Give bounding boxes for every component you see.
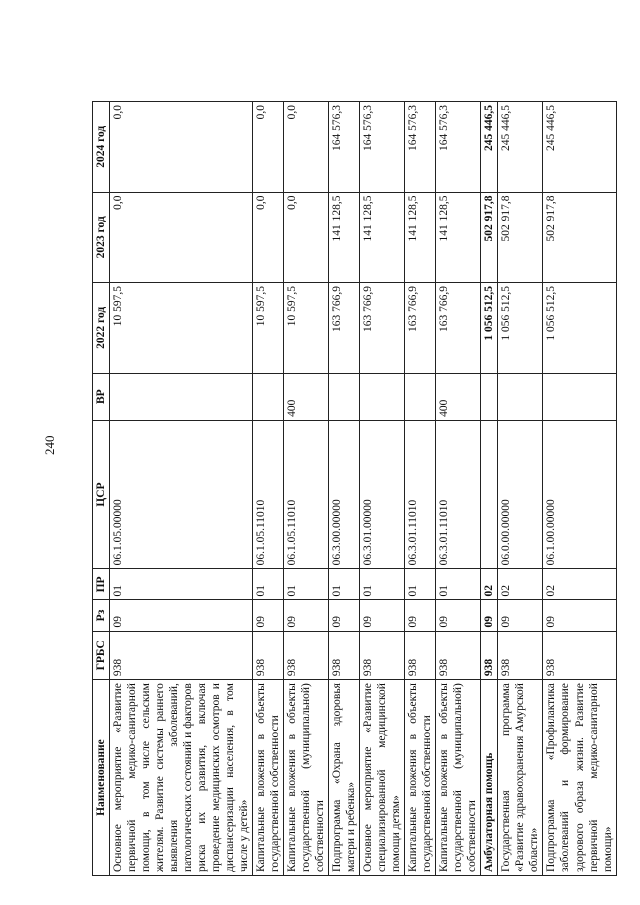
cell-vr: 400 [436,373,481,420]
cell-2022: 163 766,9 [329,283,360,374]
cell-rz: 09 [405,600,436,631]
cell-name: Амбулаторная помощь [481,680,498,876]
cell-2022: 10 597,5 [110,283,253,374]
table-row [436,102,481,876]
cell-csr: 06.3.01.11010 [405,420,436,569]
cell-vr [253,373,284,420]
cell-2023: 0,0 [110,192,253,283]
cell-2024: 164 576,3 [405,102,436,193]
cell-2024: 245 446,5 [543,102,616,193]
header-grbs: ГРБС [93,631,110,680]
cell-pr: 01 [284,569,329,600]
cell-name: Основное мероприятие «Развитие первичной медико-санитарной помощи, в том числе сельским жителям. Развитие системы раннего выявления заболеваний, патологических состояний и факторов риска их развития, включая проведение медицинских осмотров и диспансеризации населения, в том числе у детей» [110,680,253,876]
cell-rz: 09 [543,600,616,631]
cell-grbs: 938 [498,631,543,680]
cell-rz: 09 [436,600,481,631]
rotated-table-container [92,101,637,876]
header-2024: 2024 год [93,102,110,193]
cell-2023: 141 128,5 [405,192,436,283]
cell-csr: 06.1.05.11010 [284,420,329,569]
table-row [329,102,360,876]
cell-grbs: 938 [253,631,284,680]
cell-2022: 1 056 512,5 [481,283,498,374]
cell-pr: 01 [110,569,253,600]
cell-2022: 163 766,9 [360,283,405,374]
cell-2023: 141 128,5 [360,192,405,283]
cell-csr: 06.3.01.11010 [436,420,481,569]
cell-rz: 09 [481,600,498,631]
cell-name: Капитальные вложения в объекты государственной (муниципальной) собственности [436,680,481,876]
cell-csr: 06.1.05.11010 [253,420,284,569]
budget-table [92,101,617,876]
cell-grbs: 938 [110,631,253,680]
cell-2022: 1 056 512,5 [543,283,616,374]
header-2023: 2023 год [93,192,110,283]
header-2022: 2022 год [93,283,110,374]
cell-name: Подпрограмма «Профилактика заболеваний и формирование здорового образа жизни. Развитие первичной медико-санитарной помощи» [543,680,616,876]
table-row [405,102,436,876]
cell-name: Капитальные вложения в объекты государственной собственности [253,680,284,876]
cell-rz: 09 [360,600,405,631]
cell-pr: 01 [360,569,405,600]
cell-2023: 0,0 [253,192,284,283]
table-row [110,102,253,876]
cell-vr [481,373,498,420]
cell-pr: 01 [405,569,436,600]
cell-2022: 1 056 512,5 [498,283,543,374]
cell-name: Основное мероприятие «Развитие специализированной медицинской помощи детям» [360,680,405,876]
cell-pr: 01 [436,569,481,600]
cell-2023: 141 128,5 [436,192,481,283]
cell-vr [498,373,543,420]
cell-2022: 10 597,5 [284,283,329,374]
header-vr: ВР [93,373,110,420]
cell-2022: 10 597,5 [253,283,284,374]
header-rz: Рз [93,600,110,631]
cell-2023: 502 917,8 [498,192,543,283]
cell-rz: 09 [284,600,329,631]
cell-csr [481,420,498,569]
cell-2024: 164 576,3 [436,102,481,193]
table-row [284,102,329,876]
cell-2023: 502 917,8 [481,192,498,283]
cell-pr: 02 [481,569,498,600]
cell-pr: 02 [543,569,616,600]
cell-vr: 400 [284,373,329,420]
table-header-row [93,102,110,876]
table-row [253,102,284,876]
cell-name: Капитальные вложения в объекты государственной собственности [405,680,436,876]
cell-rz: 09 [110,600,253,631]
cell-pr: 02 [498,569,543,600]
cell-name: Государственная программа «Развитие здравоохранения Амурской области» [498,680,543,876]
cell-csr: 06.1.00.00000 [543,420,616,569]
cell-csr: 06.3.01.00000 [360,420,405,569]
cell-2022: 163 766,9 [405,283,436,374]
cell-grbs: 938 [481,631,498,680]
cell-csr: 06.1.05.00000 [110,420,253,569]
table-body [110,102,617,876]
page-number: 240 [42,435,57,455]
cell-grbs: 938 [284,631,329,680]
cell-rz: 09 [253,600,284,631]
cell-2024: 164 576,3 [360,102,405,193]
table-row [543,102,616,876]
cell-2022: 163 766,9 [436,283,481,374]
cell-csr: 06.3.00.00000 [329,420,360,569]
cell-grbs: 938 [405,631,436,680]
cell-name: Подпрограмма «Охрана здоровья матери и ребенка» [329,680,360,876]
cell-2024: 164 576,3 [329,102,360,193]
cell-pr: 01 [329,569,360,600]
cell-2023: 141 128,5 [329,192,360,283]
cell-rz: 09 [498,600,543,631]
cell-vr [543,373,616,420]
cell-2024: 0,0 [253,102,284,193]
cell-grbs: 938 [360,631,405,680]
cell-2023: 0,0 [284,192,329,283]
cell-grbs: 938 [329,631,360,680]
cell-vr [329,373,360,420]
cell-vr [360,373,405,420]
header-name: Наименование [93,680,110,876]
cell-vr [110,373,253,420]
cell-2023: 502 917,8 [543,192,616,283]
cell-2024: 245 446,5 [481,102,498,193]
cell-grbs: 938 [436,631,481,680]
cell-csr: 06.0.00.00000 [498,420,543,569]
cell-2024: 245 446,5 [498,102,543,193]
table-row [498,102,543,876]
cell-2024: 0,0 [284,102,329,193]
cell-2024: 0,0 [110,102,253,193]
cell-name: Капитальные вложения в объекты государственной (муниципальной) собственности [284,680,329,876]
cell-rz: 09 [329,600,360,631]
header-pr: ПР [93,569,110,600]
header-csr: ЦСР [93,420,110,569]
cell-pr: 01 [253,569,284,600]
cell-vr [405,373,436,420]
cell-grbs: 938 [543,631,616,680]
table-row [360,102,405,876]
table-row [481,102,498,876]
